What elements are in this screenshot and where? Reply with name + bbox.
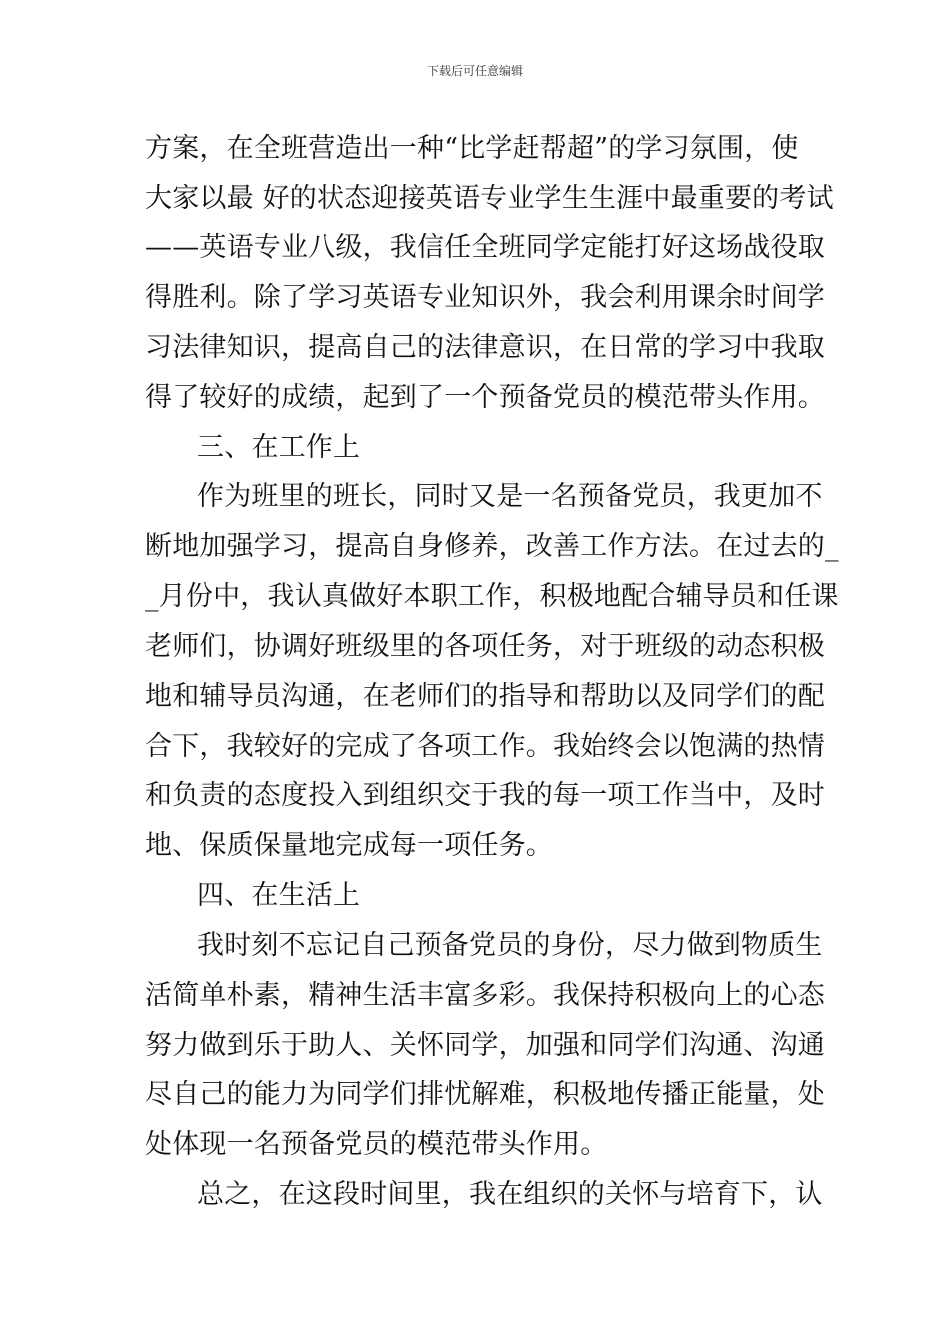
text-line: ——英语专业八级，我信任全班同学定能打好这场战役取 <box>145 232 825 263</box>
text-line: 我时刻不忘记自己预备党员的身份，尽力做到物质生 <box>197 930 823 961</box>
text-line: 地和辅导员沟通，在老师们的指导和帮助以及同学们的配 <box>145 681 825 712</box>
text-line: 和负责的态度投入到组织交于我的每一项工作当中，及时 <box>145 780 825 811</box>
text-line: 合下，我较好的完成了各项工作。我始终会以饱满的热情 <box>145 731 825 762</box>
text-line: 地、保质保量地完成每一项任务。 <box>145 830 553 861</box>
text-line: 总之，在这段时间里，我在组织的关怀与培育下，认 <box>197 1179 823 1210</box>
text-line: _月份中，我认真做好本职工作，积极地配合辅导员和任课 <box>145 581 839 612</box>
text-line: 断地加强学习，提高自身修养，改善工作方法。在过去的_ <box>145 531 839 562</box>
text-line: 大家以最 好的状态迎接英语专业学生生涯中最重要的考试 <box>145 183 834 214</box>
text-line: 处体现一名预备党员的模范带头作用。 <box>145 1129 608 1160</box>
text-line: 努力做到乐于助人、关怀同学，加强和同学们沟通、沟通 <box>145 1030 825 1061</box>
text-line: 作为班里的班长，同时又是一名预备党员，我更加不 <box>197 481 823 512</box>
page-header: 下载后可任意编辑 <box>426 64 523 78</box>
text-line: 活简单朴素，精神生活丰富多彩。我保持积极向上的心态 <box>145 980 825 1011</box>
text-line: 得胜利。除了学习英语专业知识外，我会利用课余时间学 <box>145 282 825 313</box>
section-heading: 四、在生活上 <box>197 880 361 911</box>
text-line: 方案，在全班营造出一种“比学赶帮超”的学习氛围，使 <box>145 133 799 164</box>
text-line: 老师们，协调好班级里的各项任务，对于班级的动态积极 <box>145 631 825 662</box>
section-heading: 三、在工作上 <box>197 432 361 463</box>
text-line: 尽自己的能力为同学们排忧解难，积极地传播正能量，处 <box>145 1079 825 1110</box>
text-line: 习法律知识，提高自己的法律意识，在日常的学习中我取 <box>145 332 825 363</box>
text-line: 得了较好的成绩，起到了一个预备党员的模范带头作用。 <box>145 382 825 413</box>
